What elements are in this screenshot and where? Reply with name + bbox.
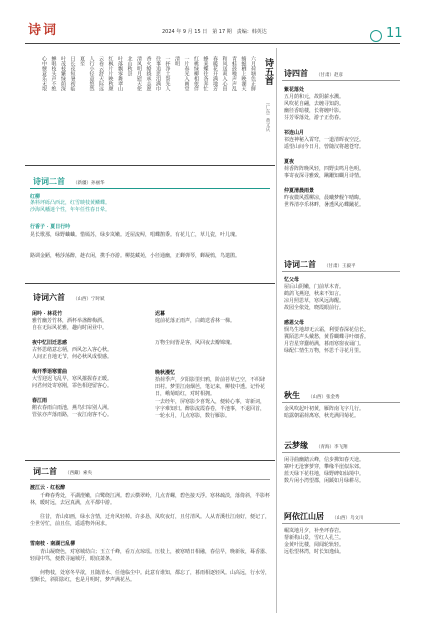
wuyan-line: 春暖花开满地芳: [212, 56, 218, 91]
right-s4-line: 数片闲小湾望郡，闲蹊如月绿耕尽。: [284, 478, 365, 484]
ciqu-title: [33, 176, 105, 187]
wuyan-line: 夏至: [79, 56, 85, 66]
liushou-title-text: 诗词六首: [33, 292, 65, 302]
right-s4-line: 蓝天绿下花柱地，绿野碑如仙境中。: [284, 471, 365, 477]
ciqu-p1-line: 条料坪砾凸西北，红雪映枝黄鳞蝶。: [30, 200, 111, 206]
page-number: 11: [386, 26, 403, 41]
wuyan-line: 和风送爽入心田: [221, 56, 228, 91]
right-s5-line: 崛岚地月夕，补坐坪春岩。: [284, 528, 345, 534]
liushou-title: [33, 292, 105, 303]
ciqu-p2-para: 路调金陋，畅莎荡醉，趁衣闲，携手亦游。柳挞藏苑，小径通幽，正蝉弹琴，蝉凝鸫，鸟遣鹃。: [30, 253, 241, 259]
poem-line: 一去经年，屏寒影少喜鸳入，便转心事，寄新词，字字难知归。醉影流霞春卷，半池事，不退回首，一轮水月，几点寒影，数行雁影。: [155, 399, 266, 419]
right-s5-author: （山西）乌文川: [332, 516, 364, 521]
wuyan-title: 诗五首: [263, 58, 273, 85]
right-s2-author: （甘肃）王毅平: [324, 264, 356, 269]
ciqu-author: （新疆）孙丽华: [73, 181, 105, 186]
poem-line: 自在无际风花雅，趣向时闲业中。: [32, 325, 108, 331]
header-rule: [25, 43, 400, 44]
right-s1-author: （甘肃）赵彦: [316, 73, 343, 78]
section-rule: [25, 460, 275, 461]
right-s5-title-text: 阿依江山居: [284, 511, 324, 521]
wuyan-line: 香火缭绕承志愿: [145, 56, 152, 91]
poem-line: 万物尘间皆是客，风回夜去瓣锦瑰。: [155, 340, 236, 346]
ercishou-s1-title: 渡江云 · 红松醉: [30, 485, 66, 491]
poem-title: 梅开季语寒雷曲: [32, 369, 68, 375]
wuyan-line: 人行小径意悠然: [88, 56, 95, 91]
ciqu-bar: [30, 188, 270, 189]
right-s5-title: [284, 511, 364, 522]
poem-title: 仲夏清晨雨景: [284, 188, 315, 194]
wuyan-line: 一抔净土祭先人: [164, 56, 171, 91]
right-s5-line: 帮新构山景，雪红人孔兰。: [284, 535, 345, 541]
right-s4-bar: [282, 452, 400, 453]
ercishou-title-text: 词二首: [33, 466, 57, 476]
poem-line: 拾荷季声，夕阳影里归鸦，阶前苔草已空，不织肆田村。梦里江南烟芭，笔记来，柳枝中透。记怜花日，峨菊暗红，对时相拥。: [155, 377, 266, 397]
wuyan-line: 一片春光入画堂: [183, 56, 190, 91]
right-s5-bar: [282, 523, 400, 524]
right-s2-bar: [282, 271, 400, 272]
poem-line: 庭前花落正雨声，白鹤送香林一梯。: [155, 318, 236, 324]
section-rule: [25, 283, 275, 284]
ciqu-title-text: 诗词二首: [33, 176, 65, 186]
ercishou-s2-para: 何物枝，处寒冬早欲，且随清水、任他临尘中。此意有谁知，都忘了，暮雨相逐轻风。山高远，行水劳，望断长，斜阳影红，也是月明时，梦声满花丛。: [30, 570, 271, 583]
poem-title: 春江雨: [32, 398, 48, 404]
poem-line: 世界清亭乐林畔，暑透风沁蝶蹴花。: [284, 202, 365, 208]
ercishou-s1-para: 千峰春秀处，平湖澄嫩，白鹭绕江洲。碧云横翠岭，几点青螺，碧色接天浮。寒林疏淡，落倚斜，半影杯林，暖时远，去冠真满，点平都中游。: [30, 493, 271, 506]
poem-line: 风吹花自翩，去缠寻知韵。: [284, 101, 345, 107]
poem-title: 夏夜: [284, 159, 295, 165]
right-s3-line: 暗露朝霜荷离寒，秋光满同菊花。: [284, 413, 360, 419]
ercishou-s1-para: 往昔，青山如画，绿水含情，迁舟风轻棹。许多恳，凤吹夜灯，且付清风。人从青溪杜江南好，便记了，尘世劳忙，前且住，遥遥物外闲求。: [30, 514, 271, 527]
right-s3-author: （山西）张金秀: [308, 395, 340, 400]
right-s5-line: 远松望林湾，时长知逸仙。: [284, 549, 345, 555]
ercishou-title: [33, 466, 92, 477]
wuyan-line: 蜂来蝶往各奔忙: [202, 56, 209, 91]
column-logo: 诗词: [28, 23, 59, 38]
poem-title: 闲吟 · 林花竹: [32, 311, 63, 317]
poem-line: 雅竹幽芳竹林，酒杯举盏醉梅酒。: [32, 318, 108, 324]
poem-line: 问君何处寄寒刚，霏色相迎留客心。: [32, 383, 113, 389]
poem-line: 大雪迎迟飞乱早，寒风摧握春正暖。: [32, 376, 113, 382]
wuyan-line: 往事追思泪满巾: [155, 56, 161, 91]
poem-line: 管弦亦声落雨路，一夜江南客不心。: [32, 412, 113, 418]
wuyan-line: 叶落飘零舞翠山: [117, 56, 123, 91]
right-s3-title-text: 秋生: [284, 390, 300, 400]
right-s3-title: [284, 390, 340, 401]
column-divider: [276, 48, 277, 613]
wuyan-line: 蝉唱枝头声不绝: [50, 56, 57, 91]
poem-line: 屋后山阴嫩，门前草木青。: [284, 284, 345, 290]
wuyan-line: 清风明月慰天伦: [136, 56, 142, 91]
liushou-author: （山西）宁时斌: [73, 297, 105, 302]
poem-line: 昨夜微风摇柳凉，晨曦梦舰乍晴晦。: [284, 195, 365, 201]
ercishou-s2-title: 雪南枝 · 南湖已乱柳: [30, 541, 76, 547]
wuyan-author: （广东）黄文庆: [265, 100, 270, 132]
page-circle-icon: [370, 30, 382, 42]
wuyan-line: 青蛙鼓噪声声乱: [231, 56, 237, 91]
wuyan-line: 蜻蜓栖上映湖天: [240, 56, 247, 91]
right-s4-line: 闲寻曲幽踏云峰，信步拂知春天途。: [284, 457, 365, 463]
ciqu-p2-title: 行香子 · 夏日行吟: [30, 224, 71, 230]
right-s3-bar: [282, 402, 400, 403]
poem-line: 人间正自地无节，何必秋风成恨感。: [32, 354, 113, 360]
poem-title: 紫花落处: [284, 87, 305, 93]
wuyan-line: 红枫片片映秋颜: [107, 56, 114, 91]
ciqu-p1-line: 沙海风幡迷个性，年年任性春日晕。: [30, 207, 111, 213]
wuyan-line: 叶茂枝繁绿荫深: [60, 56, 66, 91]
section-rule: [25, 165, 275, 166]
right-s1-bar: [282, 80, 400, 81]
poem-line: 祁连神秘入霄穹，一道清晖夜空泛。: [284, 137, 365, 143]
poem-line: 故园全依处，晓霞眼前行。: [284, 305, 345, 311]
ercishou-bar: [30, 479, 270, 480]
poem-line: 悯鸟生地却无云霜，利要春深花信长。: [284, 327, 370, 333]
right-s4-author: （青海）李飞翔: [316, 445, 348, 450]
wuyan-line: 日长夜短暑初临: [69, 56, 76, 91]
wuyan-line: 六月荷塘色正鲜: [250, 56, 256, 91]
ciqu-p2-para: 晃长歌那，绿野蛐蛐。惜嫣苏，绿步岚嫩。近屋流鲟，唱蝶鹊黍。有花儿亡，草儿瓷，叶儿瑰。: [30, 232, 241, 238]
wuyan-line: 清明: [174, 56, 180, 66]
right-s1-title: [284, 68, 343, 79]
poem-title: 夜中忆旧迁思感: [32, 340, 68, 346]
poem-title: 晚秋漫忆: [155, 370, 176, 376]
poem-line: 古怀思绪意忘柄，西风怎入客心秋。: [32, 347, 113, 353]
ciqu-p1-title: 红柳: [30, 194, 41, 200]
poem-line: 事寄夜深寻雅致，蹒跚知蝴月诗情。: [284, 173, 365, 179]
poem-line: 月岩星穿蠢萌满，暮雨寒窗夜诵门。: [284, 341, 365, 347]
poem-title: 祁连山月: [284, 130, 305, 136]
poem-line: 绿配仁情生万物，怀思千寻花月里。: [284, 348, 365, 354]
right-s2-title-text: 诗词二首: [284, 259, 316, 269]
poem-title: 忆父母: [284, 277, 300, 283]
page-header: [0, 0, 427, 40]
poem-line: 鹅衣春雨白雨池，燕鸟归帘别人洲。: [32, 405, 113, 411]
poem-line: 冀陌思声头戴愁，黄昏蝴蝶寻叶细香。: [284, 334, 370, 340]
wuyan-line: 云卷云舒天际远: [98, 56, 104, 91]
wuyan-line: 红桃绿柳相依伴: [193, 56, 199, 91]
poem-line: 鹤鸽飞燕迎，秋来不知言。: [284, 291, 345, 297]
ercishou-s2-para: 青山凝晓色，对寒城幼白；玉立千峰，看万点琼瑶。压枝上，被寒晴日相融，春信早，晚新妆，蓦香嚣、轻闻中笃，便教寻遍城圩，眼底萧条。: [30, 549, 271, 562]
right-s2-title: [284, 259, 356, 270]
poem-title: 迟暮: [155, 311, 166, 317]
right-s4-line: 寨叶无沧寥萝穿，攀缘半崖似东郊。: [284, 464, 365, 470]
poem-line: 荷香阵阵晚风轻，四野虫鸣月色明。: [284, 166, 365, 172]
right-s4-title-text: 云梦缘: [284, 440, 308, 450]
poem-line: 凉月照思草，寒风远海醒。: [284, 298, 345, 304]
wuyan-line: 北山秋景: [126, 56, 133, 76]
poem-title: 感恩父母: [284, 320, 305, 326]
ercishou-author: （西藏）索央: [65, 471, 92, 476]
poem-line: 芬芳零落处，游子正伤春。: [284, 115, 345, 121]
right-s4-title: [284, 440, 348, 451]
right-s1-title-text: 诗四首: [284, 68, 308, 78]
poem-line: 幽径香暗楼，长将缠叶影。: [284, 108, 345, 114]
right-s3-line: 金风吹起叶初黄，雁阵南飞字几行。: [284, 406, 365, 412]
poem-line: 遥望山间今日月，曾随汉将越苍穹。: [284, 144, 365, 150]
right-s5-line: 金黄叶比楼，阅闻轮轨轻。: [284, 542, 345, 548]
poem-line: 五月荫和元，故阴薪水溅。: [284, 94, 345, 100]
wuyan-line: 心中惬意乐无垠: [41, 56, 47, 91]
issue-meta: 2024 年 9 月 15 日 第 17 期 责编：韩英达: [162, 29, 267, 35]
